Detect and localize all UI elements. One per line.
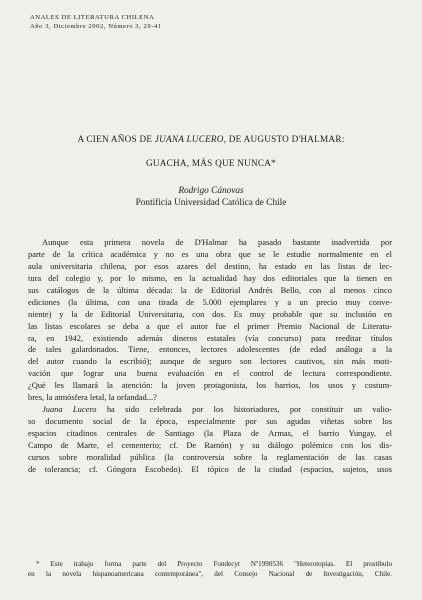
footnote-line: en la novela hispanoamericana contemporánea", del Consejo Nacional de Investigación, Chile.: [28, 570, 392, 579]
body-line: Aunque esta primera novela de D'Halmar ha pasado bastante inadvertida por: [42, 237, 392, 247]
body-line: de tolerancia; cf. Góngora Escobedo). El tópico de la ciudad (espacios, sujetos, usos: [28, 463, 392, 474]
body-line: del autor cuando la escribió); aunque de seguro son lectores cautivos, sin más moti-: [28, 356, 392, 367]
body-line: niente) y la de Editorial Universitaria, con dos. Es muy probable que su inclusión en: [28, 308, 392, 319]
work-title-italic: Juana Lucero: [42, 404, 97, 415]
body-line: [28, 404, 392, 416]
author-block: [20, 186, 402, 209]
title-prefix: A CIEN AÑOS DE: [77, 134, 155, 144]
body-line: ra, en 1942, existiendo además dineros estatales (vía concurso) para reeditar títulos: [28, 332, 392, 343]
body-line: so documento social de la época, especialmente por sus agudas viñetas sobre los: [28, 416, 392, 427]
paragraph-2: [28, 404, 392, 476]
body-line: vación que lograr una buena evaluación en el control de lectura correspondiente.: [28, 368, 392, 379]
body-line: aula universitaria chilena, por esos azares del destino, ha estado en las listas de lec-: [28, 260, 392, 271]
author-name: Rodrigo Cánovas: [178, 186, 244, 196]
footnote-line: * Este trabajo forma parte del Proyecto Fondecyt Nº1990536 "Heterotopías. El prostíbulo: [36, 560, 392, 568]
author-affiliation: Pontificia Universidad Católica de Chile: [135, 197, 287, 208]
paragraph-1: [28, 237, 392, 404]
body-line: cursos sobre moralidad pública (la controversia sobre la reglamentación de las casas: [28, 451, 392, 462]
title-work: JUANA LUCERO: [154, 134, 224, 144]
journal-issue: Año 3, Diciembre 2002, Número 3, 29-41: [30, 23, 162, 30]
article-body: [28, 237, 392, 476]
journal-header: [30, 13, 162, 31]
article-title: [20, 133, 402, 170]
journal-name: ANALES DE LITERATURA CHILENA: [30, 14, 155, 21]
body-line: parte de la crítica académica y no es una obra que se le estudie normalmente en el: [28, 248, 392, 259]
body-line-rest: ha sido celebrada por los historiadores, por constituir un valio-: [96, 404, 392, 415]
body-line: espacios citadinos centrales de Santiago (la Plaza de Armas, el barrio Yungay, el: [28, 428, 392, 438]
title-line-2: GUACHA, MÁS QUE NUNCA*: [145, 158, 277, 168]
body-line: las listas escolares se deba a que el autor fue el primer Premio Nacional de Literatu-: [28, 320, 392, 331]
body-line: bres, la atmósfera letal, la orfandad...?: [28, 392, 157, 403]
body-line: tura del colegio y, por lo mismo, en la actualidad hay dos editoriales que la tienen en: [28, 272, 392, 283]
body-line: de tales galardonados. Tiene, entonces, lectores adolescentes (de edad análoga a la: [28, 344, 392, 355]
title-suffix: , DE AUGUSTO D'HALMAR:: [223, 134, 345, 144]
body-line: Campo de Marte, el cementerio; cf. De Ramón) y su diálogo polémico con los dis-: [28, 439, 392, 450]
body-line: ¿Qué les llamará la atención: la joven protagonista, los barrios, los usos y costum-: [28, 380, 392, 391]
body-line: ediciones (la última, con una tirada de 5.000 ejemplares y a un precio muy conve-: [28, 296, 392, 307]
body-line: sus catálogos de la última década: la de Editorial Andrés Bello, con al menos cinco: [28, 284, 392, 295]
footnote: [28, 559, 392, 579]
title-line-1: [20, 133, 402, 146]
